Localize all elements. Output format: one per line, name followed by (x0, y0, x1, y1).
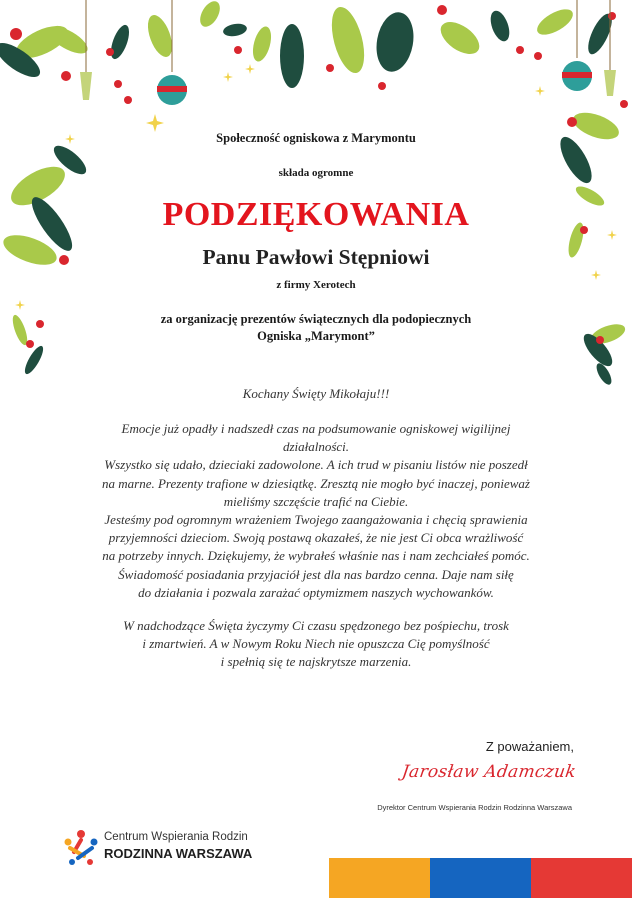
color-bar-red (531, 858, 632, 898)
letter-paragraph-2 (70, 617, 562, 672)
letter-line: do działania i pozwala zarażać optymizmem naszych wychowanków. (138, 584, 494, 600)
letter-line: Emocje już opadły i nadszedł czas na podsumowanie ogniskowej wigilijnej (121, 421, 511, 436)
letter-line: przyjemności dzieciom. Swoją postawą okazałeś, że nie jest Ci obca wrażliwość (108, 530, 524, 546)
letter-line: Jesteśmy pod ogromnym wrażeniem Twojego zaangażowania i chęcią sprawienia (104, 512, 528, 528)
organization-name: Społeczność ogniskowa z Marymontu (216, 131, 416, 145)
letter-line: i zmartwień. A w Nowym Roku Niech nie opuszcza Cię pomyślność (142, 636, 490, 652)
logo-text-line1: Centrum Wspierania Rodzin (104, 831, 248, 843)
letter-line: na marne. Prezenty trafione w dziesiątkę. Zresztą nie mogło być inaczej, ponieważ (102, 475, 530, 491)
color-bar-blue (430, 858, 531, 898)
holly-leaves-top (0, 0, 628, 108)
organization-logo (62, 828, 282, 868)
recipient-name: Panu Pawłowi Stępniowi (202, 245, 430, 269)
signature: Jarosław Adamczuk (400, 762, 578, 782)
color-bar-orange (329, 858, 430, 898)
letter-line: W nadchodzące Święta życzymy Ci czasu spędzonego bez pośpiechu, trosk (123, 618, 509, 633)
intro-text: składa ogromne (278, 167, 354, 179)
logo-text-line2: RODZINNA WARSZAWA (104, 846, 253, 861)
letter-line: na potrzeby innych. Dziękujemy, że wybrałeś właśnie nas i nam zechciałeś pomóc. (102, 548, 530, 564)
letter-paragraph-1 (70, 420, 562, 602)
hanging-ornaments (80, 0, 616, 105)
reason-text (0, 311, 632, 345)
company-name: z firmy Xerotech (276, 279, 356, 291)
closing-regards: Z poważaniem, (485, 739, 574, 754)
letter-line: i spełnią się te najskrytsze marzenia. (220, 654, 412, 670)
berries-top (106, 46, 542, 104)
reason-line: Ogniska „Marymont” (257, 329, 375, 343)
reason-line: za organizację prezentów świątecznych dla podopiecznych (160, 312, 472, 326)
letter-line: Wszystko się udało, dzieciaki zadowolone. A ich trud w pisaniu listów nie poszedł (104, 457, 528, 473)
letter-greeting: Kochany Święty Mikołaju!!! (242, 386, 390, 401)
family-logo-icon (62, 828, 100, 868)
letter-line: Świadomość posiadania przyjaciół jest dla nas bardzo cenna. Daje nam siłę (118, 566, 514, 582)
letter-line: mieliśmy szczęście trafić na Ciebie. (223, 493, 409, 509)
sparkle-stars (15, 64, 617, 310)
letter-line: działalności. (282, 439, 350, 455)
headline: PODZIĘKOWANIA (162, 196, 470, 233)
color-bars (329, 858, 632, 898)
signatory-role: Dyrektor Centrum Wspierania Rodzin Rodzinna Warszawa (377, 803, 572, 812)
